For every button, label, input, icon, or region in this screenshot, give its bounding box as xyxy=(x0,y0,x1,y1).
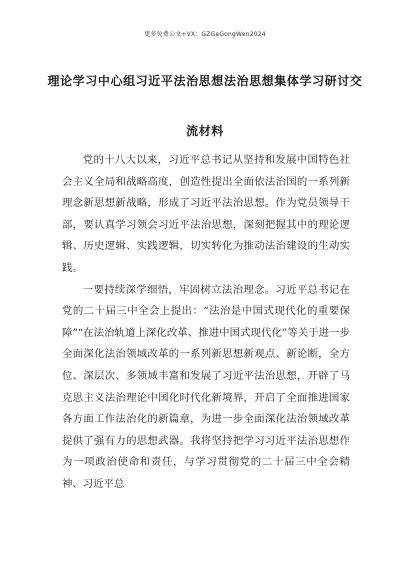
document-body xyxy=(62,150,350,496)
header-note: 更多免费公文+VX：GZGeGongWen2024 xyxy=(144,31,266,38)
body-paragraph: 党的十八大以来，习近平总书记从坚持和发展中国特色社会主义全局和战略高度，创造性提出全面依法治国的一系列新理念新思想新战略，形成了习近平法治思想。作为党员领导干部，要认真学习领会习近平法治思想，深刻把握其中的理论逻辑、历史逻辑、实践逻辑，切实转化为推动法治建设的生动实践。 xyxy=(62,154,350,274)
body-paragraph: 一要持续深学细悟，牢固树立法治理念。习近平总书记在党的二十届三中全会上提出：“法治是中国式现代化的重要保障”“在法治轨道上深化改革、推进中国式现代化”等关于进一步全面深化法治领域改革的一系列新思想新观点、新论断，全方位、深层次、多领域丰富和发展了习近平法治思想，开辟了马克思主义法治理论中国化时代化新境界，开启了全面推进国家各方面工作法治化的新篇章，为进一步全面深化法治领域改革提供了强有力的思想武器。我将坚持把学习习近平法治思想作为一项政治使命和责任，与学习贯彻党的二十届三中全会精神、习近平总 xyxy=(62,283,350,490)
document-title-line-1: 理论学习中心组习近平法治思想法治思想集体学习研讨交 xyxy=(47,74,363,88)
document-title-line-2: 流材料 xyxy=(186,124,224,138)
